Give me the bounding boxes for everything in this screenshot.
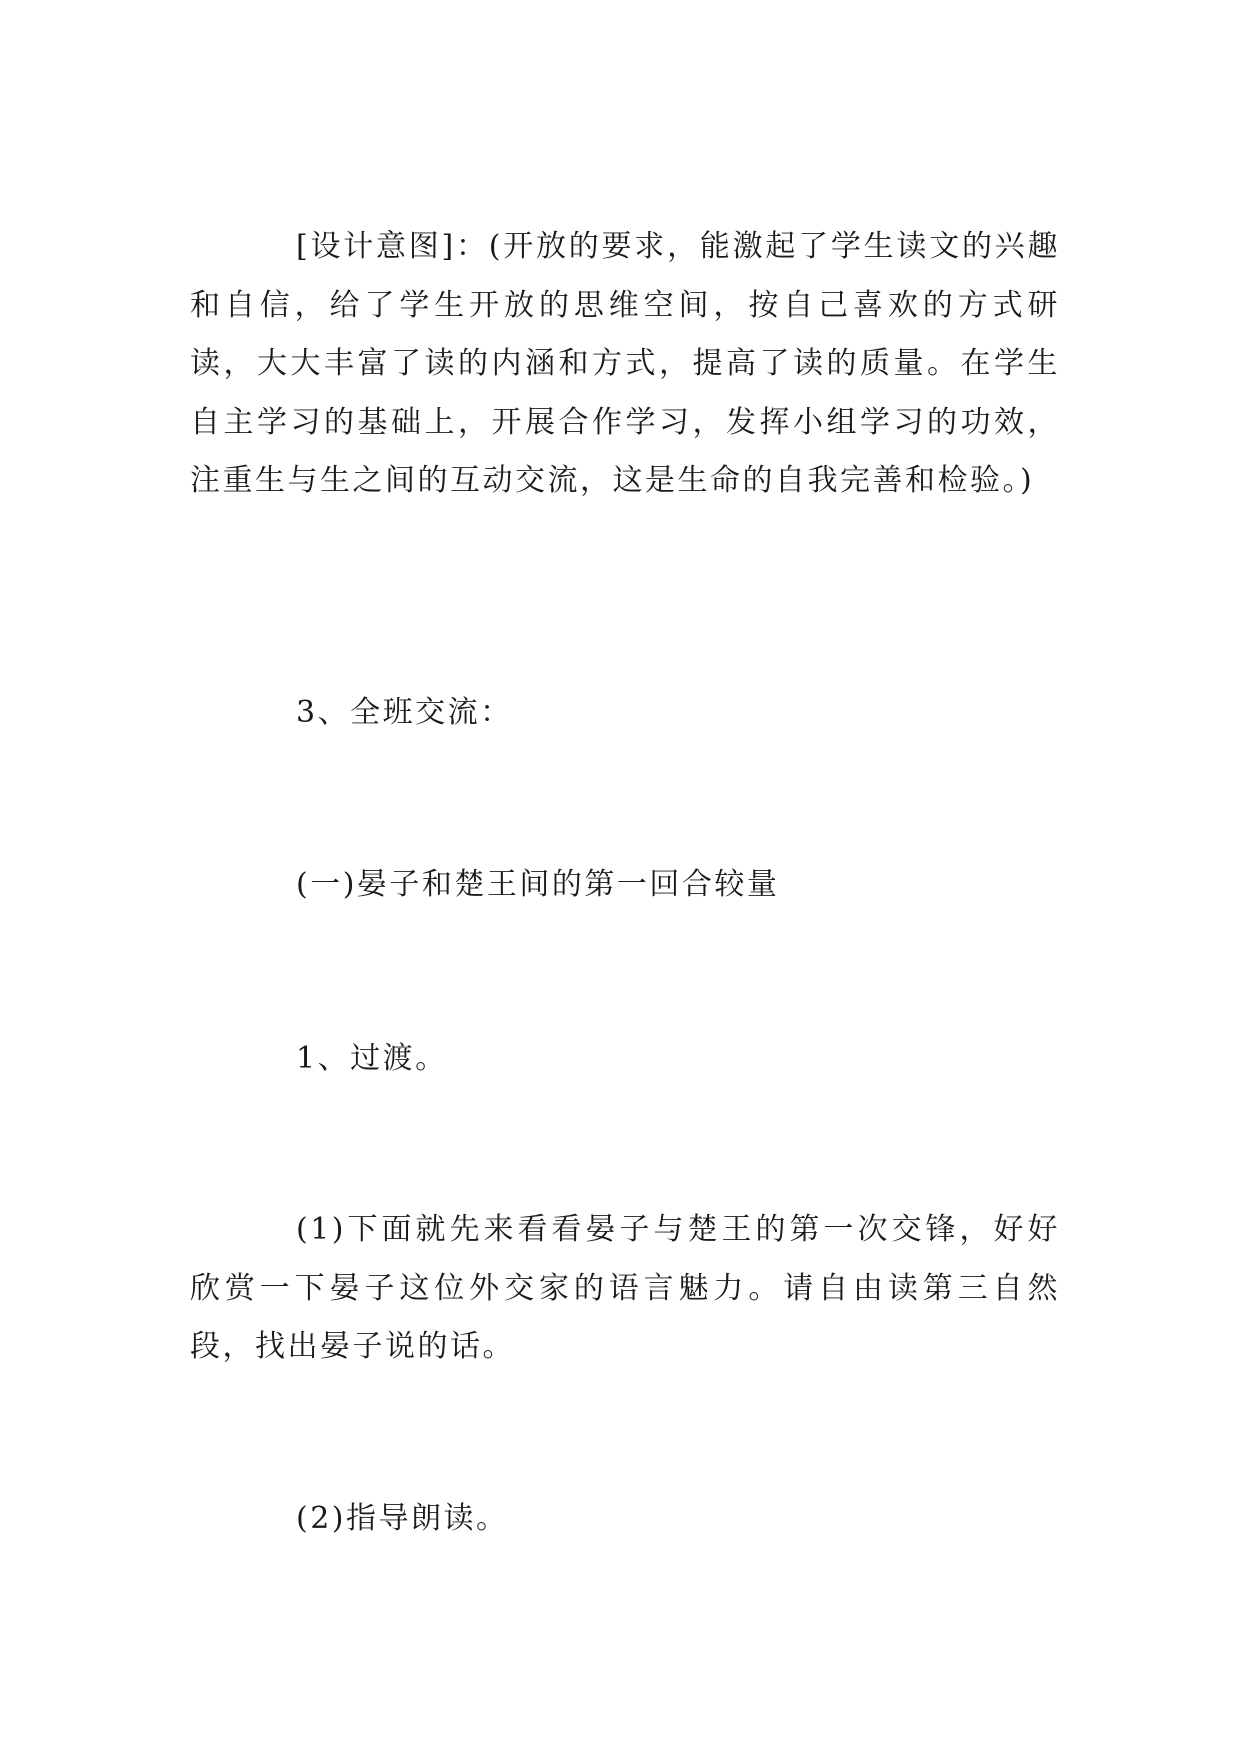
first-encounter-paragraph: (1)下面就先来看看晏子与楚王的第一次交锋，好好欣赏一下晏子这位外交家的语言魅力。请自由读第三自然段，找出晏子说的话。 <box>190 1212 1060 1364</box>
design-intent-paragraph: [设计意图]：(开放的要求，能激起了学生读文的兴趣和自信，给了学生开放的思维空间，按自己喜欢的方式研读，大大丰富了读的内涵和方式，提高了读的质量。在学生自主学习的基础上，开展合作学习，发挥小组学习的功效，注重生与生之间的互动交流，这是生命的自我完善和检验。) <box>190 229 1060 498</box>
transition-item: 1、过渡。 <box>296 1041 448 1076</box>
class-discussion-heading: 3、全班交流： <box>296 695 513 730</box>
reading-guidance-item: (2)指导朗读。 <box>296 1501 509 1536</box>
first-round-heading: (一)晏子和楚王间的第一回合较量 <box>296 867 780 902</box>
